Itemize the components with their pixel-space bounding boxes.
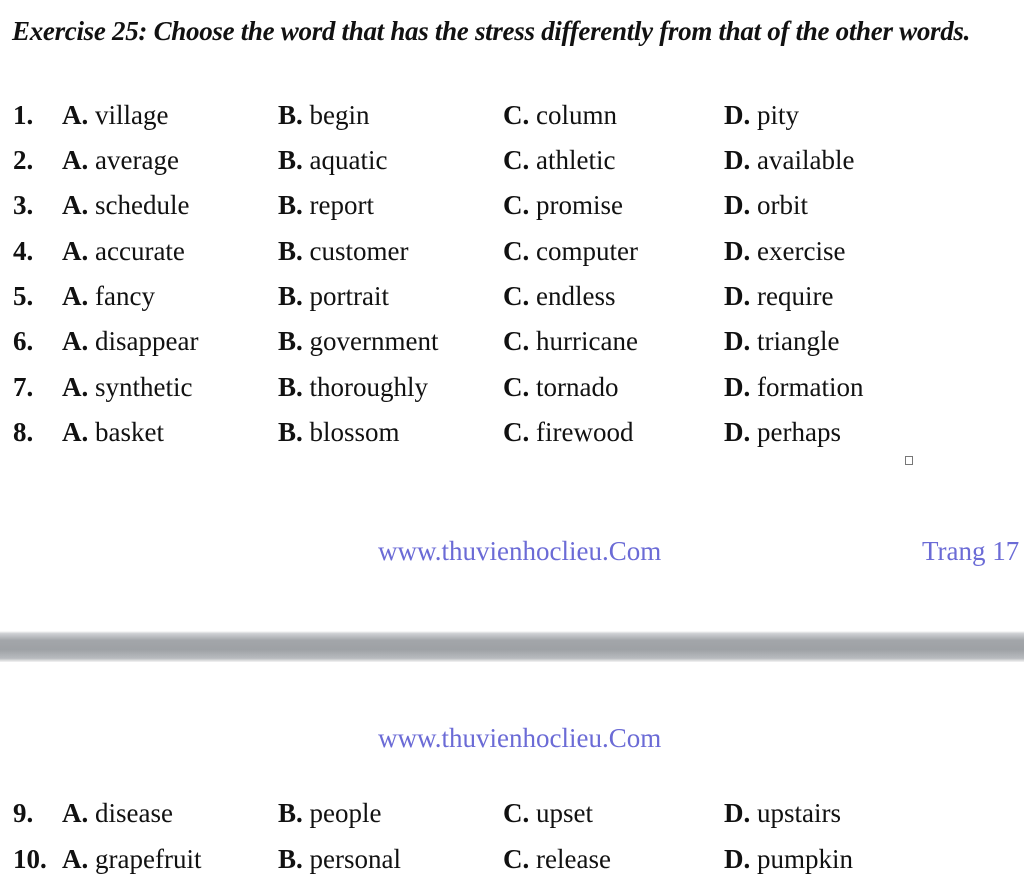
option-b: B. blossom [278, 417, 400, 447]
option-c: C. endless [503, 281, 616, 311]
option-d: D. formation [724, 372, 864, 402]
question-row [0, 839, 1024, 879]
question-number: 5. [13, 281, 34, 311]
option-b: B. begin [278, 100, 370, 130]
option-d: D. orbit [724, 190, 808, 220]
page-break-separator [0, 631, 1024, 662]
option-b: B. aquatic [278, 145, 388, 175]
page-number: Trang 17 [922, 536, 1020, 566]
question-number: 4. [13, 236, 34, 266]
question-number: 9. [13, 798, 34, 828]
option-a: A. grapefruit [62, 844, 202, 874]
option-a: A. disease [62, 798, 173, 828]
option-c: C. tornado [503, 372, 619, 402]
option-b: B. portrait [278, 281, 389, 311]
question-row [0, 367, 1024, 407]
option-b: B. personal [278, 844, 401, 874]
option-a: A. accurate [62, 236, 185, 266]
option-d: D. upstairs [724, 798, 841, 828]
option-d: D. require [724, 281, 834, 311]
question-number: 8. [13, 417, 34, 447]
question-row [0, 231, 1024, 271]
option-a: A. village [62, 100, 169, 130]
option-d: D. available [724, 145, 855, 175]
option-d: D. pity [724, 100, 800, 130]
question-row [0, 95, 1024, 135]
option-a: A. average [62, 145, 179, 175]
question-row [0, 140, 1024, 180]
option-c: C. upset [503, 798, 593, 828]
option-b: B. government [278, 326, 439, 356]
option-c: C. athletic [503, 145, 616, 175]
option-d: D. exercise [724, 236, 846, 266]
option-c: C. release [503, 844, 611, 874]
option-a: A. fancy [62, 281, 155, 311]
question-number: 3. [13, 190, 34, 220]
option-c: C. hurricane [503, 326, 638, 356]
question-row [0, 276, 1024, 316]
text-anchor-marker [905, 456, 913, 465]
header-url[interactable]: www.thuvienhoclieu.Com [378, 723, 662, 753]
footer-url[interactable]: www.thuvienhoclieu.Com [378, 536, 662, 566]
option-a: A. synthetic [62, 372, 193, 402]
question-number: 6. [13, 326, 34, 356]
option-a: A. schedule [62, 190, 190, 220]
question-row [0, 793, 1024, 833]
option-b: B. report [278, 190, 374, 220]
exercise-heading: Exercise 25: Choose the word that has the stress differently from that of the other words. [12, 16, 971, 46]
question-row [0, 185, 1024, 225]
question-row [0, 412, 1024, 452]
option-c: C. column [503, 100, 617, 130]
option-b: B. people [278, 798, 382, 828]
option-c: C. promise [503, 190, 623, 220]
option-a: A. basket [62, 417, 164, 447]
question-number: 1. [13, 100, 34, 130]
option-d: D. perhaps [724, 417, 841, 447]
option-b: B. customer [278, 236, 409, 266]
question-number: 2. [13, 145, 34, 175]
question-number: 10. [13, 844, 47, 874]
option-b: B. thoroughly [278, 372, 429, 402]
option-c: C. firewood [503, 417, 634, 447]
option-d: D. triangle [724, 326, 840, 356]
option-c: C. computer [503, 236, 638, 266]
question-row [0, 321, 1024, 361]
option-d: D. pumpkin [724, 844, 854, 874]
option-a: A. disappear [62, 326, 199, 356]
question-number: 7. [13, 372, 34, 402]
